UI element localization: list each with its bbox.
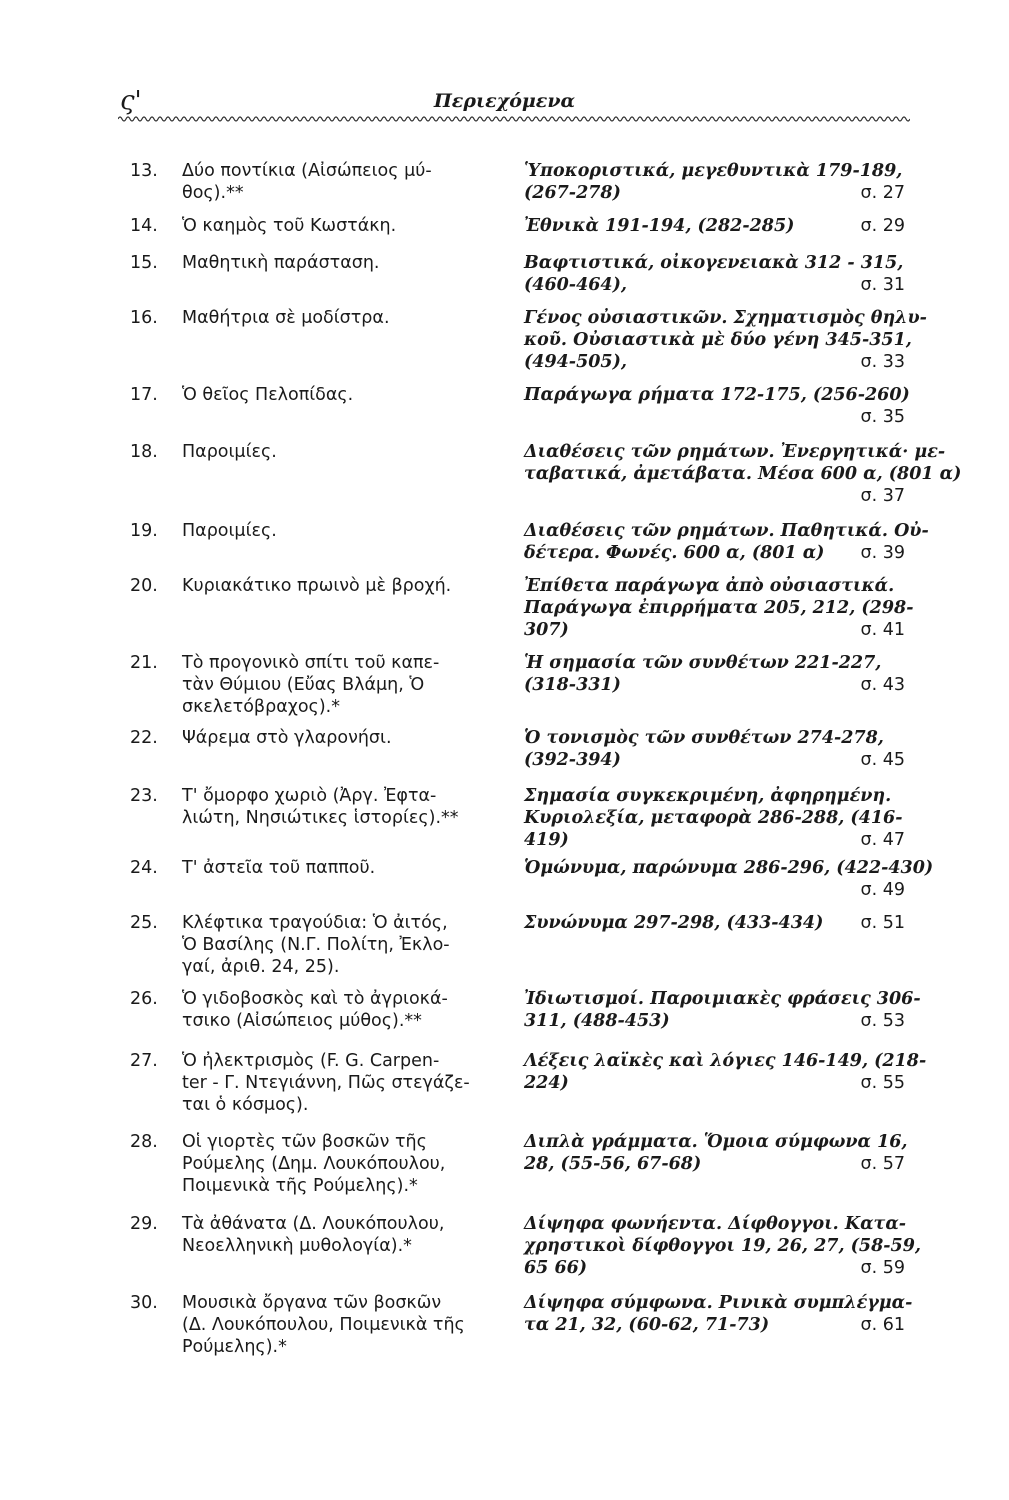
entry-grammar-topic — [524, 1131, 909, 1175]
grammar-topic-line — [524, 542, 909, 564]
page-reference: σ. 33 — [860, 352, 905, 372]
entry-grammar-topic — [524, 441, 962, 507]
grammar-topic-text: Ἐθνικὰ 191-194, (282-285) — [524, 216, 795, 236]
page-reference: σ. 43 — [860, 675, 905, 695]
page-number: ς' — [120, 86, 142, 116]
grammar-topic-text: (318-331) — [524, 675, 621, 695]
grammar-topic-text: Συνώνυμα 297-298, (433-434) — [524, 913, 824, 933]
entry-grammar-topic — [524, 575, 914, 641]
entry-title: Μουσικὰ ὄργανα τῶν βοσκῶν (Δ. Λουκόπουλου, Ποιμενικὰ τῆς Ρούμελης).* — [182, 1293, 465, 1357]
entry-title: Ὁ θεῖος Πελοπίδας. — [182, 385, 354, 405]
page-reference: σ. 31 — [860, 275, 905, 295]
page-reference: σ. 41 — [860, 620, 905, 640]
grammar-topic-line — [524, 520, 929, 542]
page-reference — [933, 857, 937, 879]
grammar-topic-text: Γένος οὐσιαστικῶν. Σχηματισμὸς θηλυ- — [524, 308, 927, 328]
grammar-topic-text: Διαθέσεις τῶν ρημάτων. Παθητικά. Οὐ- — [524, 521, 929, 541]
grammar-topic-line — [524, 485, 909, 507]
entry-number: 26. — [130, 989, 158, 1009]
grammar-topic-line — [524, 857, 934, 879]
page-reference: σ. 29 — [860, 216, 905, 236]
grammar-topic-line — [524, 1314, 909, 1336]
entry-title: Κυριακάτικο πρωινὸ μὲ βροχή. — [182, 576, 452, 596]
entry-number: 25. — [130, 913, 158, 933]
grammar-topic-line — [524, 1257, 909, 1279]
entry-grammar-topic — [524, 785, 909, 851]
entry-title: Τὸ προγονικὸ σπίτι τοῦ καπε- τὰν Θύμιου (Εὔας Βλάμη, Ὁ σκελετόβραχος).* — [182, 653, 440, 717]
entry-number: 17. — [130, 385, 158, 405]
grammar-topic-line — [524, 252, 909, 274]
grammar-topic-text: 224) — [524, 1073, 569, 1093]
grammar-topic-line — [524, 879, 909, 901]
entry-title: Τ' ὄμορφο χωριὸ (Ἀργ. Ἐφτα- λιώτη, Νησιώτικες ἱστορίες).** — [182, 786, 459, 828]
grammar-topic-text: ταβατικά, ἀμετάβατα. Μέσα 600 α, (801 α) — [524, 464, 962, 484]
grammar-topic-text: Ὁμώνυμα, παρώνυμα 286-296, (422-430) — [524, 858, 934, 878]
entry-grammar-topic — [524, 727, 909, 771]
page-reference — [945, 441, 949, 463]
entry-title: Δύο ποντίκια (Αἰσώπειος μύ- θος).** — [182, 161, 432, 203]
entry-title: Ὁ καημὸς τοῦ Κωστάκη. — [182, 216, 397, 236]
entry-title: Τὰ ἀθάνατα (Δ. Λουκόπουλου, Νεοελληνικὴ μυθολογία).* — [182, 1214, 445, 1256]
grammar-topic-text: Ὑποκοριστικά, μεγεθυντικὰ 179-189, — [524, 161, 903, 181]
page-reference: σ. 39 — [860, 543, 905, 563]
grammar-topic-line — [524, 329, 912, 351]
grammar-topic-text: Διαθέσεις τῶν ρημάτων. Ἐνεργητικά· με- — [524, 442, 946, 462]
grammar-topic-line — [524, 1153, 909, 1175]
page-reference — [905, 160, 909, 182]
grammar-topic-line — [524, 1292, 913, 1314]
entry-number: 19. — [130, 521, 158, 541]
page-reference: σ. 55 — [860, 1073, 905, 1093]
grammar-topic-text: Ἡ σημασία τῶν συνθέτων 221-227, — [524, 653, 882, 673]
grammar-topic-text: Δίψηφα σύμφωνα. Ρινικὰ συμπλέγμα- — [524, 1293, 913, 1313]
grammar-topic-line — [524, 807, 909, 829]
entry-number: 21. — [130, 653, 158, 673]
grammar-topic-text: (460-464), — [524, 275, 627, 295]
entry-number: 16. — [130, 308, 158, 328]
page-reference — [908, 1131, 912, 1153]
grammar-topic-line — [524, 988, 921, 1010]
grammar-topic-text: 311, (488-453) — [524, 1011, 670, 1031]
page-reference: σ. 49 — [860, 880, 905, 900]
entry-title: Παροιμίες. — [182, 521, 277, 541]
page-reference — [905, 252, 909, 274]
entry-title: Ὁ γιδοβοσκὸς καὶ τὸ ἀγριοκά- τσικο (Αἰσώπειος μύθος).** — [182, 989, 448, 1031]
grammar-topic-line — [524, 1010, 909, 1032]
grammar-topic-text: (267-278) — [524, 183, 621, 203]
page-reference — [910, 384, 914, 406]
entry-title: Οἱ γιορτὲς τῶν βοσκῶν τῆς Ρούμελης (Δημ. Λουκόπουλου, Ποιμενικὰ τῆς Ρούμελης).* — [182, 1132, 446, 1196]
entry-grammar-topic — [524, 160, 909, 204]
grammar-topic-line — [524, 912, 909, 934]
entry-grammar-topic — [524, 652, 909, 696]
grammar-topic-line — [524, 1072, 909, 1094]
entry-grammar-topic — [524, 384, 909, 428]
entry-grammar-topic — [524, 988, 921, 1032]
entry-number: 23. — [130, 786, 158, 806]
grammar-topic-line — [524, 441, 946, 463]
grammar-topic-line — [524, 384, 909, 406]
entry-title: Παροιμίες. — [182, 442, 277, 462]
page-reference — [906, 1213, 910, 1235]
entry-number: 30. — [130, 1293, 158, 1313]
grammar-topic-text: Διπλὰ γράμματα. Ὅμοια σύμφωνα 16, — [524, 1132, 908, 1152]
page-reference — [912, 329, 916, 351]
page-reference: σ. 61 — [860, 1315, 905, 1335]
grammar-topic-line — [524, 1213, 909, 1235]
page-reference — [929, 520, 933, 542]
page-reference — [905, 727, 909, 749]
grammar-topic-text: 28, (55-56, 67-68) — [524, 1154, 702, 1174]
grammar-topic-text: κοῦ. Οὐσιαστικὰ μὲ δύο γένη 345-351, — [524, 330, 912, 350]
grammar-topic-line — [524, 652, 909, 674]
grammar-topic-line — [524, 215, 909, 237]
entry-grammar-topic — [524, 1050, 927, 1094]
page-reference — [961, 463, 965, 485]
grammar-topic-line — [524, 182, 909, 204]
entry-grammar-topic — [524, 215, 909, 237]
entry-grammar-topic — [524, 307, 927, 373]
page-reference — [912, 1292, 916, 1314]
page-reference: σ. 45 — [860, 750, 905, 770]
entry-grammar-topic — [524, 1292, 913, 1336]
grammar-topic-text: Βαφτιστικά, οἰκογενειακὰ 312 - 315, — [524, 253, 904, 273]
entry-grammar-topic — [524, 520, 929, 564]
page-reference: σ. 47 — [860, 830, 905, 850]
page-reference: σ. 51 — [860, 913, 905, 933]
grammar-topic-line — [524, 1050, 927, 1072]
entry-grammar-topic — [524, 912, 909, 934]
grammar-topic-text: δέτερα. Φωνές. 600 α, (801 α) — [524, 543, 825, 563]
entry-number: 24. — [130, 858, 158, 878]
entry-grammar-topic — [524, 1213, 921, 1279]
grammar-topic-line — [524, 1235, 921, 1257]
grammar-topic-text: 419) — [524, 830, 569, 850]
grammar-topic-line — [524, 829, 909, 851]
entry-title: Μαθήτρια σὲ μοδίστρα. — [182, 308, 390, 328]
grammar-topic-text: Παράγωγα ἐπιρρήματα 205, 212, (298- — [524, 598, 914, 618]
grammar-topic-line — [524, 749, 909, 771]
entry-number: 28. — [130, 1132, 158, 1152]
grammar-topic-text: Λέξεις λαϊκὲς καὶ λόγιες 146-149, (218- — [524, 1051, 927, 1071]
entry-number: 22. — [130, 728, 158, 748]
entry-title: Μαθητικὴ παράσταση. — [182, 253, 380, 273]
grammar-topic-text: Ὁ τονισμὸς τῶν συνθέτων 274-278, — [524, 728, 884, 748]
grammar-topic-text: 65 66) — [524, 1258, 588, 1278]
grammar-topic-text: 307) — [524, 620, 569, 640]
entry-number: 18. — [130, 442, 158, 462]
grammar-topic-line — [524, 785, 909, 807]
page-reference: σ. 53 — [860, 1011, 905, 1031]
page-reference: σ. 37 — [860, 486, 905, 506]
page-reference — [913, 597, 917, 619]
grammar-topic-line — [524, 727, 909, 749]
grammar-topic-text: Ἐπίθετα παράγωγα ἀπὸ οὐσιαστικά. — [524, 576, 895, 596]
entry-number: 20. — [130, 576, 158, 596]
page-title: Περιεχόμενα — [433, 90, 576, 112]
entry-title: Κλέφτικα τραγούδια: Ὁ ἀιτός, Ὁ Βασίλης (Ν.Γ. Πολίτη, Ἐκλο- γαί, ἀριθ. 24, 25). — [182, 913, 450, 977]
page-reference — [905, 652, 909, 674]
entry-grammar-topic — [524, 252, 909, 296]
entry-number: 15. — [130, 253, 158, 273]
entry-title: Ὁ ἠλεκτρισμὸς (F. G. Carpen- ter - Γ. Ντεγιάννη, Πῶς στεγάζε- ται ὁ κόσμος). — [182, 1051, 470, 1115]
page-reference: σ. 59 — [860, 1258, 905, 1278]
grammar-topic-text: (392-394) — [524, 750, 621, 770]
page-reference — [921, 1235, 925, 1257]
grammar-topic-line — [524, 1131, 909, 1153]
entry-number: 14. — [130, 216, 158, 236]
page-reference — [926, 1050, 930, 1072]
page-reference: σ. 27 — [860, 183, 905, 203]
page-reference: σ. 35 — [860, 407, 905, 427]
grammar-topic-text: Σημασία συγκεκριμένη, ἀφηρημένη. — [524, 786, 892, 806]
grammar-topic-line — [524, 463, 962, 485]
grammar-topic-line — [524, 674, 909, 696]
entry-number: 13. — [130, 161, 158, 181]
grammar-topic-line — [524, 160, 909, 182]
grammar-topic-text: (494-505), — [524, 352, 627, 372]
entry-number: 29. — [130, 1214, 158, 1234]
entry-number: 27. — [130, 1051, 158, 1071]
page-reference — [905, 807, 909, 829]
grammar-topic-line — [524, 597, 914, 619]
entry-title: Ψάρεμα στὸ γλαρονήσι. — [182, 728, 392, 748]
grammar-topic-line — [524, 575, 909, 597]
entry-title: Τ' ἀστεῖα τοῦ παπποῦ. — [182, 858, 376, 878]
grammar-topic-text: χρηστικοὶ δίφθογγοι 19, 26, 27, (58-59, — [524, 1236, 921, 1256]
grammar-topic-text: Κυριολεξία, μεταφορὰ 286-288, (416- — [524, 808, 903, 828]
grammar-topic-line — [524, 406, 909, 428]
page-reference: σ. 57 — [860, 1154, 905, 1174]
page-reference — [905, 785, 909, 807]
page-reference — [927, 307, 931, 329]
grammar-topic-text: Ἰδιωτισμοί. Παροιμιακὲς φράσεις 306- — [524, 989, 921, 1009]
entry-grammar-topic — [524, 857, 934, 901]
page-reference — [921, 988, 925, 1010]
grammar-topic-text: Δίψηφα φωνήεντα. Δίφθογγοι. Κατα- — [524, 1214, 907, 1234]
grammar-topic-text: τα 21, 32, (60-62, 71-73) — [524, 1315, 770, 1335]
grammar-topic-line — [524, 619, 909, 641]
grammar-topic-line — [524, 351, 909, 373]
grammar-topic-text: Παράγωγα ρήματα 172-175, (256-260) — [524, 385, 910, 405]
page-reference — [905, 575, 909, 597]
grammar-topic-line — [524, 307, 927, 329]
grammar-topic-line — [524, 274, 909, 296]
